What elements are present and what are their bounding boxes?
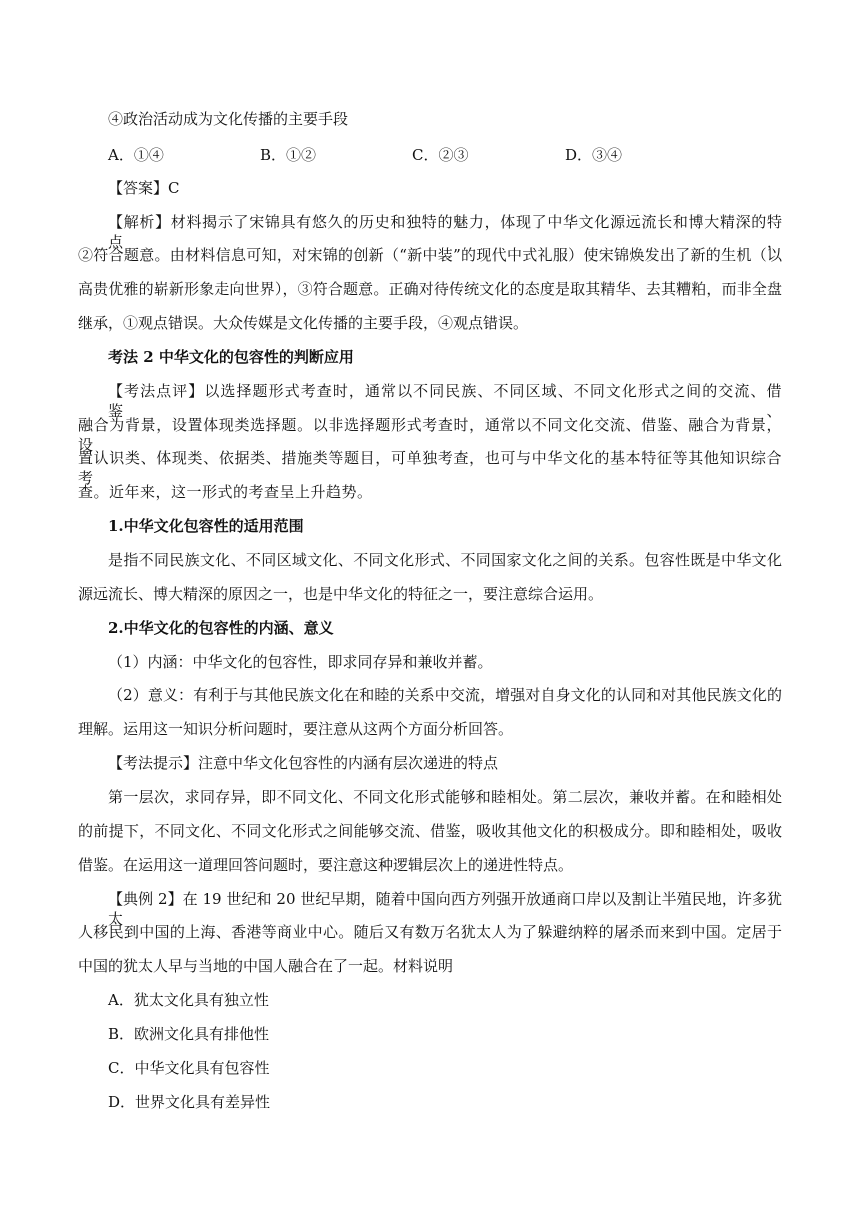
heading-2: 2.中华文化的包容性的内涵、意义 xyxy=(108,619,334,637)
p4-line-3: 借鉴。在运用这一道理回答问题时，要注意这种逻辑层次上的递进性特点。 xyxy=(78,856,574,874)
q1-analysis-line-2: ②符合题意。由材料信息可知，对宋锦的创新（“新中装”的现代中式礼服）使宋锦焕发出了新的生机（以 xyxy=(78,246,782,264)
heading-1: 1.中华文化包容性的适用范围 xyxy=(108,517,304,535)
p4-line-1: 第一层次，求同存异，即不同文化、不同文化形式能够和睦相处。第二层次，兼收并蓄。在和睦相处 xyxy=(108,788,782,806)
p3-line-2: 理解。运用这一知识分析问题时，要注意从这两个方面分析回答。 xyxy=(78,720,514,738)
p1-line-2: 源远流长、博大精深的原因之一，也是中华文化的特征之一，要注意综合运用。 xyxy=(78,585,604,603)
q1-analysis-line-4: 继承，①观点错误。大众传媒是文化传播的主要手段，④观点错误。 xyxy=(78,314,529,332)
review-line-3: 置认识类、体现类、依据类、措施类等题目，可单独考查，也可与中华文化的基本特征等其他知识综合考 xyxy=(78,449,782,487)
example-option-b: B．欧洲文化具有排他性 xyxy=(108,1025,270,1043)
q1-analysis-line-1: 【解析】材料揭示了宋锦具有悠久的历史和独特的魅力，体现了中华文化源远流长和博大精深的特点， xyxy=(108,213,782,251)
tip-line: 【考法提示】注意中华文化包容性的内涵有层次递进的特点 xyxy=(108,754,499,772)
p4-line-2: 的前提下，不同文化、不同文化形式之间能够交流、借鉴，吸收其他文化的积极成分。即和睦相处，吸收 xyxy=(78,822,782,840)
q1-analysis-line-3: 高贵优雅的崭新形象走向世界），③符合题意。正确对待传统文化的态度是取其精华、去其糟粕，而非全盘 xyxy=(78,280,782,298)
q1-choice-a: A．①④ xyxy=(108,146,164,164)
p1-line-1: 是指不同民族文化、不同区域文化、不同文化形式、不同国家文化之间的关系。包容性既是中华文化 xyxy=(108,551,782,569)
q1-choice-b: B．①② xyxy=(260,146,317,164)
section-title: 考法 2 中华文化的包容性的判断应用 xyxy=(108,348,354,366)
review-line-1: 【考法点评】以选择题形式考查时，通常以不同民族、不同区域、不同文化形式之间的交流、借鉴、 xyxy=(108,382,782,420)
q1-choice-d: D．③④ xyxy=(565,146,623,164)
review-line-2: 融合为背景，设置体现类选择题。以非选择题形式考查时，通常以不同文化交流、借鉴、融合为背景，设 xyxy=(78,416,782,454)
p2-line: （1）内涵：中华文化的包容性，即求同存异和兼收并蓄。 xyxy=(108,653,493,671)
q1-choice-c: C．②③ xyxy=(412,146,469,164)
review-line-4: 查。近年来，这一形式的考查呈上升趋势。 xyxy=(78,483,373,501)
p3-line-1: （2）意义：有利于与其他民族文化在和睦的关系中交流，增强对自身文化的认同和对其他民族文化的 xyxy=(108,686,782,704)
example-stem-line-1: 【典例 2】在 19 世纪和 20 世纪早期，随着中国向西方列强开放通商口岸以及割让半殖民地，许多犹太 xyxy=(108,890,782,928)
q1-answer: 【答案】C xyxy=(108,179,180,197)
example-option-d: D．世界文化具有差异性 xyxy=(108,1093,271,1111)
example-option-a: A．犹太文化具有独立性 xyxy=(108,991,269,1009)
q1-choices-row xyxy=(108,145,668,165)
q1-option-4: ④政治活动成为文化传播的主要手段 xyxy=(108,110,349,128)
example-stem-line-2: 人移民到中国的上海、香港等商业中心。随后又有数万名犹太人为了躲避纳粹的屠杀而来到中国。定居于 xyxy=(78,923,782,941)
example-stem-line-3: 中国的犹太人早与当地的中国人融合在了一起。材料说明 xyxy=(78,957,454,975)
example-option-c: C．中华文化具有包容性 xyxy=(108,1059,270,1077)
